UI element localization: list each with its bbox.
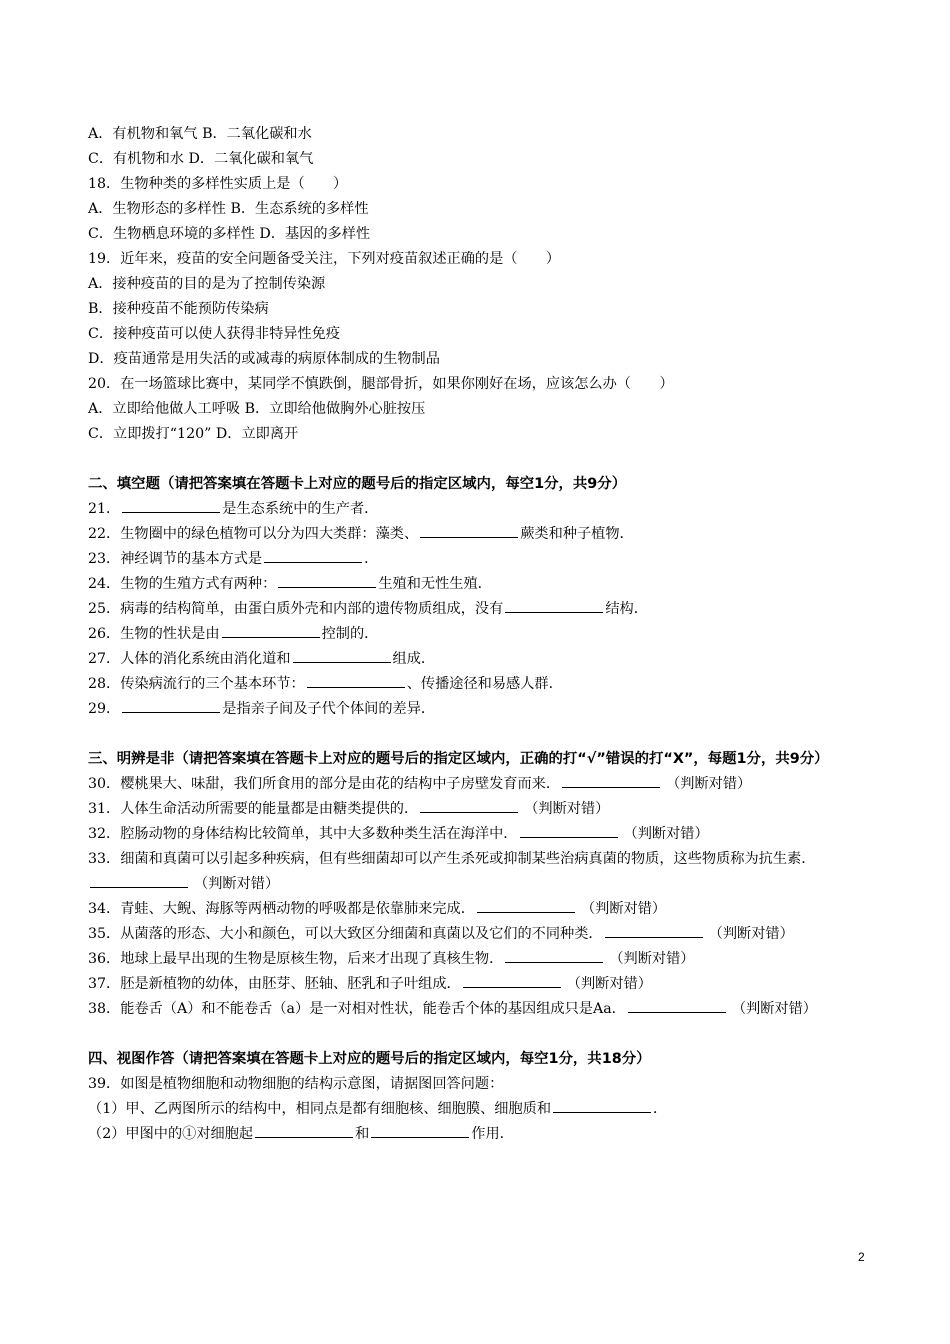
answer-blank <box>371 1123 469 1138</box>
answer-blank <box>293 648 391 663</box>
q19-option-c: C．接种疫苗可以使人获得非特异性免疫 <box>88 326 341 342</box>
q39-stem: 39．如图是植物细胞和动物细胞的结构示意图，请据图回答问题： <box>88 1076 504 1092</box>
judge-label: （判断对错） <box>623 826 709 842</box>
q23-pre: 23．神经调节的基本方式是 <box>88 551 263 567</box>
q25 <box>88 597 878 622</box>
judge-label: （判断对错） <box>566 976 652 992</box>
q24 <box>88 572 878 597</box>
answer-blank <box>222 623 320 638</box>
section4-heading: 四、视图作答（请把答案填在答题卡上对应的题号后的指定区域内，每空1分，共18分） <box>88 1051 651 1067</box>
q31 <box>88 797 878 822</box>
q18-options-ab: A．生物形态的多样性 B．生态系统的多样性 <box>88 201 369 217</box>
page-number: 2 <box>858 1250 865 1264</box>
q19-option-d: D．疫苗通常是用失活的或减毒的病原体制成的生物制品 <box>88 351 440 367</box>
answer-blank <box>628 998 726 1013</box>
q22-post: 蕨类和种子植物． <box>520 526 634 542</box>
q39-sub2-post: 作用． <box>471 1126 514 1142</box>
answer-blank <box>278 573 376 588</box>
q28-post: 、传播途径和易感人群． <box>406 676 563 692</box>
q34 <box>88 897 878 922</box>
q33-text: 33．细菌和真菌可以引起多种疾病，但有些细菌却可以产生杀死或抑制某些治病真菌的物质，这些物质称为抗生素． <box>88 851 816 867</box>
q32 <box>88 822 878 847</box>
q30 <box>88 772 878 797</box>
q32-text: 32．腔肠动物的身体结构比较简单，其中大多数种类生活在海洋中． <box>88 826 518 842</box>
q39-sub2-mid: 和 <box>355 1126 370 1142</box>
q26-pre: 26．生物的性状是由 <box>88 626 220 642</box>
answer-blank <box>420 523 518 538</box>
q17-options-cd: C．有机物和水 D．二氧化碳和氧气 <box>88 151 314 167</box>
section2-heading: 二、填空题（请把答案填在答题卡上对应的题号后的指定区域内，每空1分，共9分） <box>88 476 627 492</box>
q26 <box>88 622 878 647</box>
answer-blank <box>122 498 220 513</box>
q34-text: 34．青蛙、大鲵、海豚等两栖动物的呼吸都是依靠肺来完成． <box>88 901 475 917</box>
q19-option-a: A．接种疫苗的目的是为了控制传染源 <box>88 276 326 292</box>
q35-text: 35．从菌落的形态、大小和颜色，可以大致区分细菌和真菌以及它们的不同种类． <box>88 926 603 942</box>
q21-post: 是生态系统中的生产者． <box>222 501 379 517</box>
answer-blank <box>477 898 575 913</box>
exam-page <box>88 122 878 1147</box>
q21-pre: 21． <box>88 501 121 517</box>
answer-blank <box>605 923 703 938</box>
answer-blank <box>307 673 405 688</box>
judge-label: （判断对错） <box>666 776 752 792</box>
answer-blank <box>562 773 660 788</box>
q36 <box>88 947 878 972</box>
q39-sub1-pre: （1）甲、乙两图所示的结构中，相同点是都有细胞核、细胞膜、细胞质和 <box>88 1101 552 1117</box>
q27-post: 组成． <box>392 651 436 667</box>
q23-post: ． <box>364 551 379 567</box>
q25-pre: 25．病毒的结构简单，由蛋白质外壳和内部的遗传物质组成，没有 <box>88 601 504 617</box>
q39-sub2 <box>88 1122 878 1147</box>
q38 <box>88 997 878 1022</box>
q29 <box>88 697 878 722</box>
q29-post: 是指亲子间及子代个体间的差异． <box>222 701 436 717</box>
judge-label: （判断对错） <box>580 901 667 917</box>
judge-label: （判断对错） <box>194 876 280 892</box>
q35 <box>88 922 878 947</box>
q27 <box>88 647 878 672</box>
q31-text: 31．人体生命活动所需要的能量都是由糖类提供的． <box>88 801 419 817</box>
q24-post: 生殖和无性生殖． <box>378 576 492 592</box>
answer-blank <box>520 823 618 838</box>
q37 <box>88 972 878 997</box>
q20-options-cd: C．立即拨打“120” D．立即离开 <box>88 426 299 442</box>
q30-text: 30．樱桃果大、味甜，我们所食用的部分是由花的结构中子房壁发育而来． <box>88 776 561 792</box>
judge-label: （判断对错） <box>731 1001 817 1017</box>
answer-blank <box>505 598 603 613</box>
answer-blank <box>264 548 362 563</box>
answer-blank <box>122 698 220 713</box>
q20-options-ab: A．立即给他做人工呼吸 B．立即给他做胸外心脏按压 <box>88 401 426 417</box>
answer-blank <box>463 973 561 988</box>
judge-label: （判断对错） <box>609 951 695 967</box>
q25-post: 结构． <box>605 601 648 617</box>
judge-label: （判断对错） <box>708 926 794 942</box>
section3-heading: 三、明辨是非（请把答案填在答题卡上对应的题号后的指定区域内，正确的打“√”错误的打“X”，每题1分，共9分） <box>88 751 829 767</box>
answer-blank <box>255 1123 353 1138</box>
q21 <box>88 497 878 522</box>
q36-text: 36．地球上最早出现的生物是原核生物，后来才出现了真核生物． <box>88 951 504 967</box>
q26-post: 控制的． <box>321 626 379 642</box>
q37-text: 37．胚是新植物的幼体，由胚芽、胚轴、胚乳和子叶组成． <box>88 976 461 992</box>
q39-sub1 <box>88 1097 878 1122</box>
q39-sub1-post: ． <box>653 1101 668 1117</box>
q29-pre: 29． <box>88 701 121 717</box>
q17-options-ab: A．有机物和氧气 B．二氧化碳和水 <box>88 126 312 142</box>
judge-label: （判断对错） <box>524 801 610 817</box>
q33 <box>88 847 878 897</box>
q20-stem: 20．在一场篮球比赛中，某同学不慎跌倒，腿部骨折，如果你刚好在场，应该怎么办（ ） <box>88 376 674 392</box>
answer-blank <box>90 873 188 888</box>
q19-option-b: B．接种疫苗不能预防传染病 <box>88 301 269 317</box>
q22-pre: 22．生物圈中的绿色植物可以分为四大类群：藻类、 <box>88 526 419 542</box>
answer-blank <box>505 948 603 963</box>
answer-blank <box>553 1098 651 1113</box>
q22 <box>88 522 878 547</box>
q18-options-cd: C．生物栖息环境的多样性 D．基因的多样性 <box>88 226 371 242</box>
q28-pre: 28．传染病流行的三个基本环节： <box>88 676 305 692</box>
q18-stem: 18．生物种类的多样性实质上是（ ） <box>88 176 348 192</box>
q23 <box>88 547 878 572</box>
q27-pre: 27．人体的消化系统由消化道和 <box>88 651 291 667</box>
q19-stem: 19．近年来，疫苗的安全问题备受关注，下列对疫苗叙述正确的是（ ） <box>88 251 561 267</box>
q38-text: 38．能卷舌（A）和不能卷舌（a）是一对相对性状，能卷舌个体的基因组成只是Aa． <box>88 1001 626 1017</box>
answer-blank <box>420 798 518 813</box>
q24-pre: 24．生物的生殖方式有两种： <box>88 576 277 592</box>
q28 <box>88 672 878 697</box>
q39-sub2-pre: （2）甲图中的①对细胞起 <box>88 1126 254 1142</box>
